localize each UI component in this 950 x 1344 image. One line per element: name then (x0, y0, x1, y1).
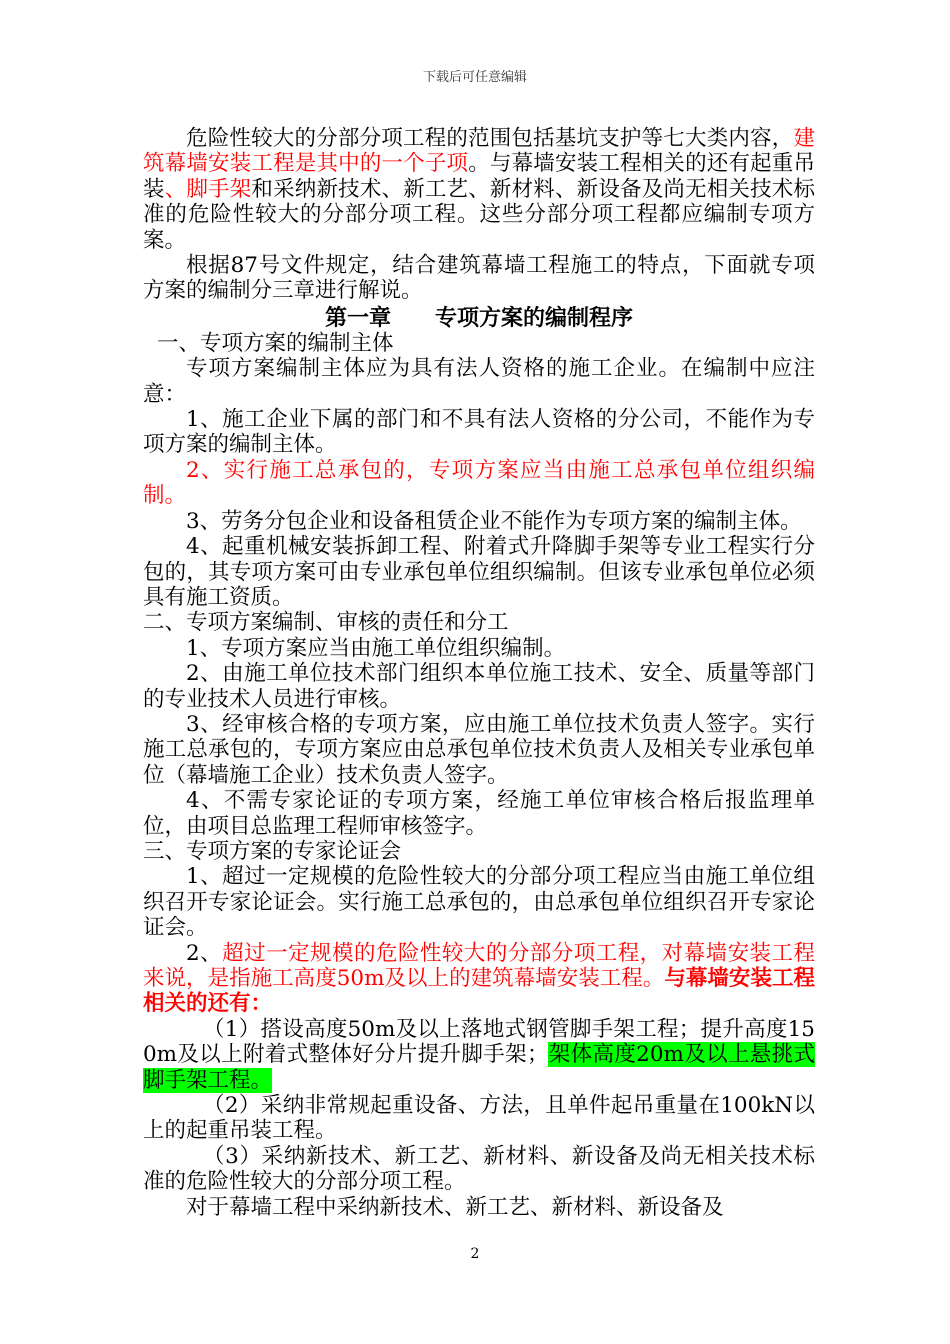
section-2-heading: 二、专项方案编制、审核的责任和分工 (143, 610, 509, 636)
section-1-lead: 专项方案编制主体应为具有法人资格的施工企业。在编制中应注意： (143, 356, 815, 407)
document-body (143, 126, 815, 1220)
chapter-title: 专项方案的编制程序 (435, 305, 634, 331)
chapter-heading (143, 306, 815, 331)
section-1-item-4: 4、起重机械安装拆卸工程、附着式升降脚手架等专业工程实行分包的，其专项方案可由专业承包单位组织编制。但该专业承包单位必须具有施工资质。 (143, 534, 815, 610)
intro-paragraph-1 (143, 126, 815, 253)
section-3-sub-1-text: （1）搭设高度50m及以上落地式钢管脚手架工程；提升高度150m及以上附着式整体好分片提升脚手架； (143, 1016, 815, 1068)
section-2-item-1: 1、专项方案应当由施工单位组织编制。 (186, 635, 566, 661)
section-3-sub-1-highlight: 架体高度20m及以上悬挑式脚手架工程。 (143, 1042, 815, 1093)
intro-red-text: 建筑幕墙安装工程是其中的一个子项 (143, 126, 815, 177)
section-3-closing: 对于幕墙工程中采纳新技术、新工艺、新材料、新设备及 (186, 1194, 724, 1220)
intro-paragraph-2: 根据87号文件规定，结合建筑幕墙工程施工的特点，下面就专项方案的编制分三章进行解说。 (143, 253, 815, 304)
intro-text-b: 。与幕墙安装工程相关的还有起重吊装 (143, 151, 815, 202)
section-2-item-4: 4、不需专家论证的专项方案，经施工单位审核合格后报监理单位，由项目总监理工程师审核签字。 (143, 788, 815, 839)
intro-text-c: 和采纳新技术、新工艺、新材料、新设备及尚无相关技术标准的危险性较大的分部分项工程。这些分部分项工程都应编制专项方案。 (143, 176, 815, 253)
section-2-item-3: 3、经审核合格的专项方案，应由施工单位技术负责人签字。实行施工总承包的，专项方案应由总承包单位技术负责人及相关专业承包单位（幕墙施工企业）技术负责人签字。 (143, 711, 815, 788)
section-1-item-3: 3、劳务分包企业和设备租赁企业不能作为专项方案的编制主体。 (186, 508, 802, 534)
page-header-note: 下载后可任意编辑 (422, 70, 527, 85)
section-3-item-2-red-bold-text: 与幕墙安装工程相关的还有： (143, 966, 815, 1017)
section-3-sub-1 (143, 1017, 815, 1093)
intro-red-text-2: 、脚手架 (164, 176, 252, 202)
section-3-item-2-number: 2、 (186, 940, 223, 966)
section-3-item-2 (143, 941, 815, 1017)
section-3-item-2-red-text: 超过一定规模的危险性较大的分部分项工程，对幕墙安装工程来说，是指施工高度50m及以上的建筑幕墙安装工程。 (143, 940, 815, 991)
section-3-item-1: 1、超过一定规模的危险性较大的分部分项工程应当由施工单位组织召开专家论证会。实行施工总承包的，由总承包单位组织召开专家论证会。 (143, 864, 815, 941)
section-3-sub-3: （3）采纳新技术、新工艺、新材料、新设备及尚无相关技术标准的危险性较大的分部分项工程。 (143, 1143, 815, 1195)
chapter-number: 第一章 (324, 305, 391, 331)
section-1-heading: 一、专项方案的编制主体 (157, 330, 394, 356)
section-1-item-2: 2、实行施工总承包的，专项方案应当由施工总承包单位组织编制。 (143, 457, 815, 509)
intro-text-a: 危险性较大的分部分项工程的范围包括基坑支护等七大类内容， (186, 126, 794, 151)
section-2-item-2: 2、由施工单位技术部门组织本单位施工技术、安全、质量等部门的专业技术人员进行审核。 (143, 661, 815, 712)
page-number: 2 (470, 1246, 480, 1262)
section-1-item-1: 1、施工企业下属的部门和不具有法人资格的分公司，不能作为专项方案的编制主体。 (143, 407, 815, 458)
section-3-sub-2: （2）采纳非常规起重设备、方法，且单件起吊重量在100kN以上的起重吊装工程。 (143, 1093, 815, 1144)
section-3-heading: 三、专项方案的专家论证会 (143, 838, 402, 864)
